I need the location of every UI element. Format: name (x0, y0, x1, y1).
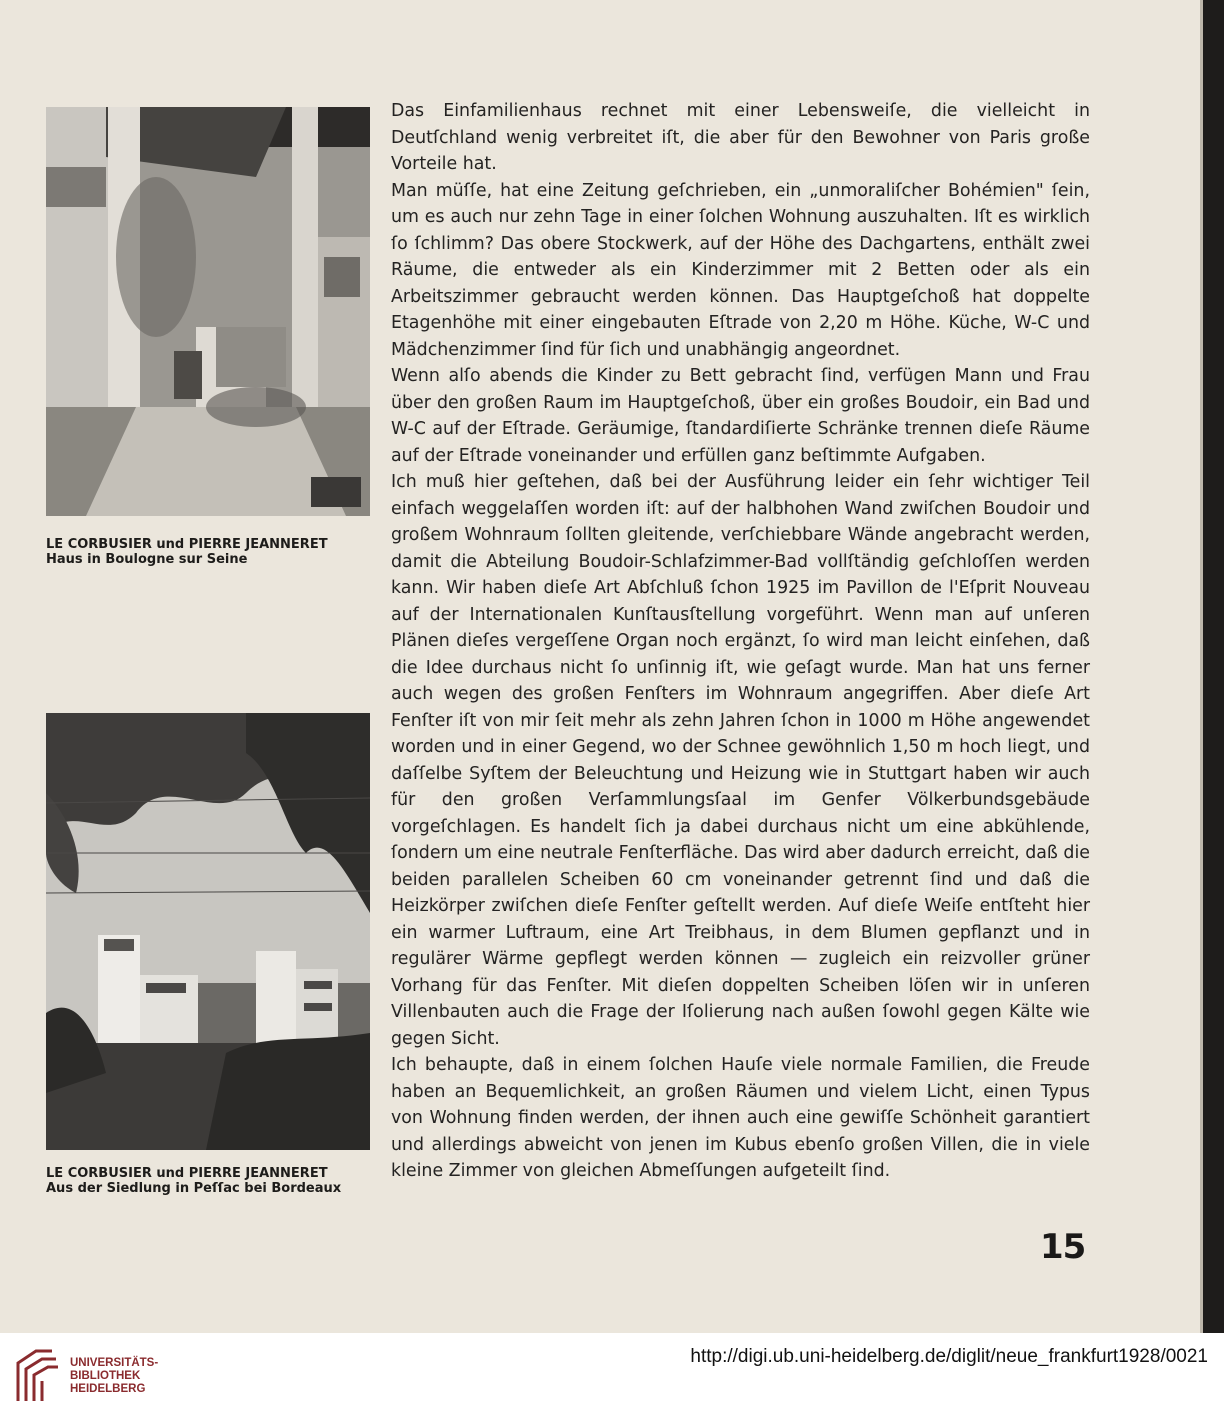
library-name-line: UNIVERSITÄTS- (70, 1357, 159, 1369)
caption-architects: LE CORBUSIER und PIERRE JEANNERET (46, 1166, 328, 1181)
library-name-line: BIBLIOTHEK (70, 1370, 141, 1382)
caption-house-boulogne (46, 537, 366, 567)
caption-siedlung-pessac (46, 1166, 366, 1196)
photo-siedlung-pessac (46, 713, 370, 1150)
caption-title: Haus in Boulogne sur Seine (46, 552, 248, 567)
photo-house-boulogne (46, 107, 370, 516)
caption-architects: LE CORBUSIER und PIERRE JEANNERET (46, 537, 328, 552)
page-number: 15 (1040, 1227, 1086, 1267)
article-body (391, 98, 1090, 1185)
paragraph: Ich muß hier geſtehen, daß bei der Ausführung leider ein ſehr wichtiger Teil einfach weggelaſſen worden iſt: auf der halbhohen Wand zwiſchen Boudoir und großem Wohnraum ſollten gleitende, verſchiebbare Wände angebracht werden, damit die Abteilung Boudoir-Schlafzimmer-Bad vollſtändig geſchloſſen werden kann. Wir haben dieſe Art Abſchluß ſchon 1925 im Pavillon de l'Eſprit Nouveau auf der Internationalen Kunſtausſtellung vorgeführt. Wenn man auf unſeren Plänen dieſes vergeſſene Organ noch ergänzt, ſo wird man leicht einſehen, daß die Idee durchaus nicht ſo unſinnig iſt, wie geſagt wurde. Man hat uns ferner auch wegen des großen Fenſters im Wohnraum angegriffen. Aber dieſe Art Fenſter iſt von mir ſeit mehr als zehn Jahren ſchon in 1000 m Höhe angewendet worden und in einer Gegend, wo der Schnee gewöhnlich 1,50 m hoch liegt, und daſſelbe Syſtem der Beleuchtung und Heizung wie in Stuttgart haben wir auch für den großen Verſammlungsſaal im Genfer Völkerbundsgebäude vorgeſchlagen. Es handelt ſich ja dabei durchaus nicht um eine abkühlende, ſondern um eine neutrale Fenſterfläche. Das wird aber dadurch erreicht, daß die beiden parallelen Scheiben 60 cm voneinander getrennt ſind und daß die Heizkörper zwiſchen dieſe Fenſter geſtellt werden. Auf dieſe Weiſe entſteht hier ein warmer Luftraum, eine Art Treibhaus, in dem Blumen gepflanzt und in regulärer Wärme gepflegt werden können — zugleich ein reizvoller grüner Vorhang für das Fenſter. Mit dieſen doppelten Scheiben löſen wir in unſeren Villenbauten auch die Frage der Iſolierung nach außen ſowohl gegen Kälte wie gegen Sicht. (391, 472, 1090, 1049)
paragraph: Wenn alſo abends die Kinder zu Bett gebracht ſind, verfügen Mann und Frau über den großen Raum im Hauptgeſchoß, über ein großes Boudoir, ein Bad und W-C auf der Eſtrade. Geräumige, ſtandardiſierte Schränke trennen dieſe Räume auf der Eſtrade voneinander und erfüllen ganz beſtimmte Aufgaben. (391, 366, 1090, 466)
library-name-line: HEIDELBERG (70, 1383, 146, 1395)
paragraph: Ich behaupte, daß in einem ſolchen Hauſe viele normale Familien, die Freude haben an Bequemlichkeit, an großen Räumen und vielem Licht, einen Typus von Wohnung finden werden, der ihnen auch eine gewiſſe Schönheit garantiert und allerdings abweicht von jenen im Kubus ebenſo großen Villen, die in viele kleine Zimmer von gleichen Abmeſſungen aufgeteilt ſind. (391, 1055, 1090, 1181)
caption-title: Aus der Siedlung in Peſſac bei Bordeaux (46, 1181, 342, 1196)
source-url-link[interactable]: http://digi.ub.uni-heidelberg.de/diglit/neue_frankfurt1928/0021 (690, 1346, 1208, 1367)
library-name (70, 1357, 158, 1396)
paragraph: Man müſſe, hat eine Zeitung geſchrieben, ein „unmoraliſcher Bohémien" ſein, um es auch nur zehn Tage in einer ſolchen Wohnung auszuhalten. Iſt es wirklich ſo ſchlimm? Das obere Stockwerk, auf der Höhe des Dachgartens, enthält zwei Räume, die entweder als ein Kinderzimmer mit 2 Betten oder als ein Arbeitszimmer gebraucht werden können. Das Hauptgeſchoß hat doppelte Etagenhöhe mit einer eingebauten Eſtrade von 2,20 m Höhe. Küche, W-C und Mädchenzimmer ſind für ſich und unabhängig angeordnet. (391, 180, 1090, 360)
paragraph: Das Einfamilienhaus rechnet mit einer Lebensweiſe, die vielleicht in Deutſchland wenig verbreitet iſt, die aber für den Bewohner von Paris große Vorteile hat. (391, 101, 1090, 174)
library-logo-icon (12, 1343, 62, 1403)
